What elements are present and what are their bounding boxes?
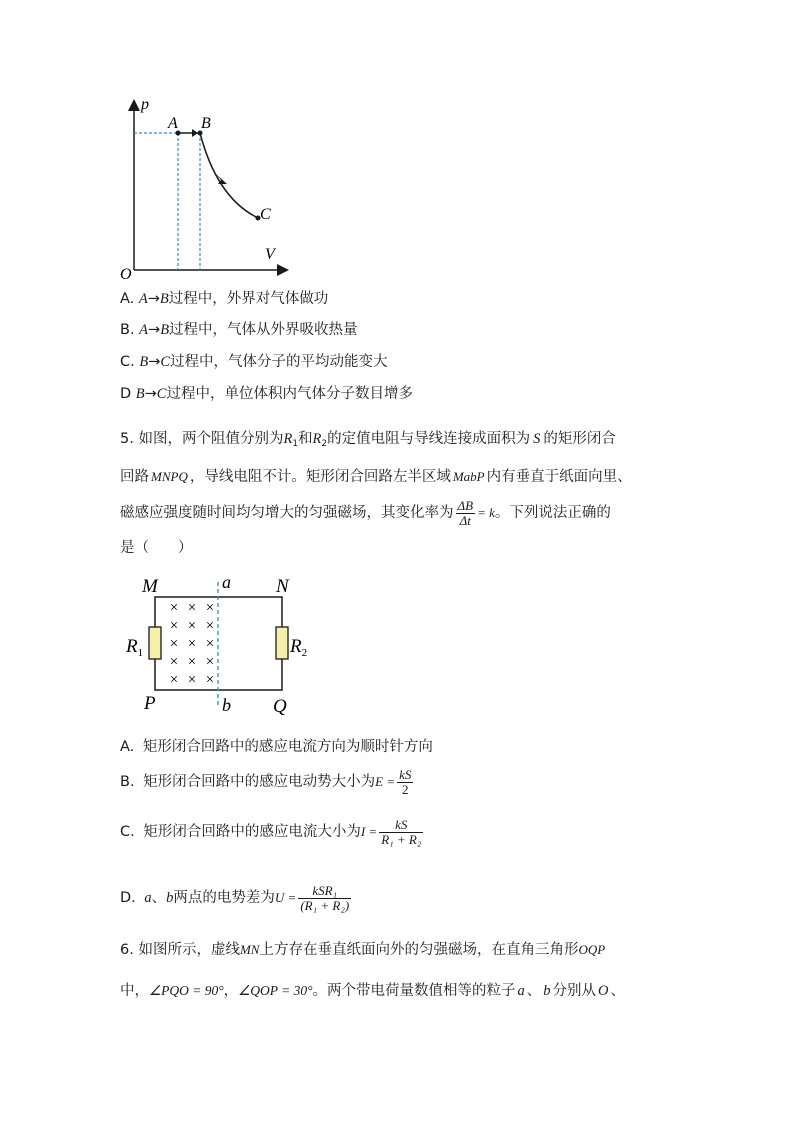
point-a: a [144, 890, 152, 906]
field-x-mark: × [169, 654, 179, 670]
emf-fraction [397, 768, 413, 797]
r2-subscript: 2 [321, 439, 328, 449]
stem-text: 如图所示，虚线 [138, 942, 240, 958]
field-x-mark: × [169, 672, 179, 688]
stem-text: 上方存在垂直纸面向外的匀强磁场，在直角三角形 [259, 942, 579, 958]
field-x-mark: × [187, 654, 197, 670]
stem-text: 磁感应强度随时间均匀增大的匀强磁场，其变化率为 [120, 505, 454, 521]
q5-line-3 [120, 496, 611, 530]
q5-option-a [120, 737, 433, 757]
point-b-label: B [201, 115, 211, 132]
r2-letter: R [290, 636, 302, 657]
magnetic-field-x-marks [170, 600, 214, 688]
ab-arrow-icon [192, 129, 198, 137]
fraction-denominator: Δt [456, 513, 476, 528]
angle-qop: ∠QOP = 30° [238, 983, 313, 998]
q4-option-b [120, 320, 358, 340]
separator: 、 [610, 983, 625, 999]
option-text: 过程中，气体从外界吸收热量 [169, 322, 358, 338]
fraction-numerator: kS [395, 816, 408, 832]
label-a: a [222, 572, 231, 592]
field-x-mark: × [187, 600, 197, 616]
separator: 、 [526, 983, 542, 999]
field-x-mark: × [169, 600, 179, 616]
q5-line-1 [120, 429, 616, 454]
option-label: A. [120, 739, 135, 755]
stem-text: 回路 [120, 469, 149, 485]
resistor-r2 [276, 627, 288, 659]
point-o: O [597, 983, 609, 999]
right-arrow-icon: → [147, 291, 160, 307]
q5-option-b [120, 764, 415, 800]
option-text: 过程中，气体分子的平均动能变大 [170, 354, 388, 370]
question-number: 6. [120, 942, 134, 958]
r2-symbol: R [312, 431, 322, 447]
point-b: b [166, 890, 174, 906]
field-x-mark: × [187, 618, 197, 634]
label-q: Q [273, 696, 287, 717]
question-number: 5. [120, 431, 134, 447]
field-x-mark: × [169, 618, 179, 634]
label-m: M [142, 576, 158, 597]
fraction-numerator: kS [399, 766, 412, 782]
stem-text: 。下列说法正确的 [494, 505, 611, 521]
loop-name: MNPQ [151, 469, 188, 484]
r1-subscript: 1 [292, 439, 299, 449]
current-lhs: I = [360, 824, 378, 839]
state-from: A [139, 322, 149, 338]
r1-letter: R [126, 636, 138, 657]
q4-option-a [120, 289, 328, 309]
stem-text: 中， [120, 983, 149, 999]
p-axis-label: p [141, 96, 149, 113]
point-c-label: C [260, 206, 271, 223]
bc-curve [200, 133, 258, 218]
state-to: C [160, 354, 171, 370]
triangle-name: OQP [578, 942, 606, 957]
state-from: B [135, 386, 145, 402]
label-p: P [144, 693, 156, 714]
option-text: 矩形闭合回路中的感应电流方向为顺时针方向 [142, 739, 433, 755]
rate-fraction [456, 499, 476, 528]
stem-text: 是（ ） [120, 540, 193, 556]
option-label: C. [120, 354, 135, 370]
separator: ， [223, 983, 239, 999]
fraction-numerator: ΔB [457, 497, 474, 513]
v-axis-label: V [265, 246, 275, 263]
point-a-label: A [168, 115, 178, 132]
angle-pqo: ∠PQO = 90° [149, 983, 224, 998]
q6-line-1 [120, 940, 605, 960]
r1-symbol: R [283, 431, 293, 447]
option-text: 过程中，外界对气体做功 [168, 291, 329, 307]
stem-text: 的定值电阻与导线连接成面积为 [327, 431, 531, 447]
state-from: B [139, 354, 149, 370]
stem-text: ，导线电阻不计。矩形闭合回路左半区域 [189, 469, 451, 485]
fraction-denominator: (R₁ + R₂) [300, 897, 350, 913]
r1-sub: 1 [137, 647, 144, 659]
field-x-mark: × [169, 636, 179, 652]
option-text: 两点的电势差为 [173, 890, 275, 906]
particle-a: a [517, 983, 525, 999]
label-r1 [125, 636, 143, 659]
field-x-mark: × [205, 636, 215, 652]
option-label: D [120, 386, 132, 402]
voltage-fraction [298, 884, 351, 913]
r2-sub: 2 [301, 647, 308, 659]
origin-label: O [120, 266, 132, 282]
separator: 、 [151, 890, 167, 906]
rate-equals: = k [477, 505, 495, 520]
stem-text: 。两个带电荷量数值相等的粒子 [312, 983, 516, 999]
field-x-mark: × [205, 672, 215, 688]
right-arrow-icon: → [148, 322, 161, 338]
particle-b: b [543, 983, 551, 999]
q5-option-c [120, 814, 425, 850]
option-text: 矩形闭合回路中的感应电流大小为 [143, 824, 361, 840]
q5-option-d [120, 880, 353, 916]
q5-line-4 [120, 538, 193, 558]
field-x-mark: × [205, 600, 215, 616]
resistor-r1 [149, 627, 161, 659]
right-arrow-icon: → [148, 354, 161, 370]
pv-graph [112, 92, 302, 282]
state-from: A [138, 291, 148, 307]
current-fraction [379, 818, 423, 847]
q4-option-d [120, 384, 413, 404]
state-to: C [156, 386, 167, 402]
state-to: B [160, 322, 170, 338]
option-text: 矩形闭合回路中的感应电动势大小为 [143, 774, 376, 790]
right-arrow-icon: → [144, 386, 157, 402]
area-symbol: S [533, 431, 541, 447]
option-text: 过程中，单位体积内气体分子数目增多 [166, 386, 413, 402]
circuit-diagram [120, 570, 320, 718]
option-label: D. [120, 890, 136, 906]
stem-text: 和 [298, 431, 313, 447]
field-x-mark: × [205, 654, 215, 670]
option-label: A. [120, 291, 135, 307]
fraction-denominator: 2 [397, 782, 413, 797]
boundary-name: MN [239, 942, 260, 957]
option-label: C. [120, 824, 135, 840]
state-to: B [159, 291, 169, 307]
option-label: B. [120, 322, 135, 338]
fraction-denominator: R₁ + R₂ [381, 831, 422, 847]
stem-text: 如图，两个阻值分别为 [138, 431, 284, 447]
region-name: MabP [452, 469, 485, 484]
emf-lhs: E = [375, 774, 396, 789]
option-label: B. [120, 774, 135, 790]
stem-text: 的矩形闭合 [543, 431, 616, 447]
label-n: N [276, 576, 289, 597]
label-b: b [222, 695, 231, 715]
field-x-mark: × [187, 636, 197, 652]
q4-option-c [120, 352, 388, 372]
field-x-mark: × [205, 618, 215, 634]
q5-line-2 [120, 467, 632, 487]
q6-line-2 [120, 981, 625, 1001]
field-x-mark: × [187, 672, 197, 688]
voltage-lhs: U = [274, 890, 297, 905]
label-r2 [289, 636, 307, 659]
stem-text: 分别从 [552, 983, 596, 999]
stem-text: 内有垂直于纸面向里、 [486, 469, 632, 485]
fraction-numerator: kSR₁ [312, 882, 338, 898]
